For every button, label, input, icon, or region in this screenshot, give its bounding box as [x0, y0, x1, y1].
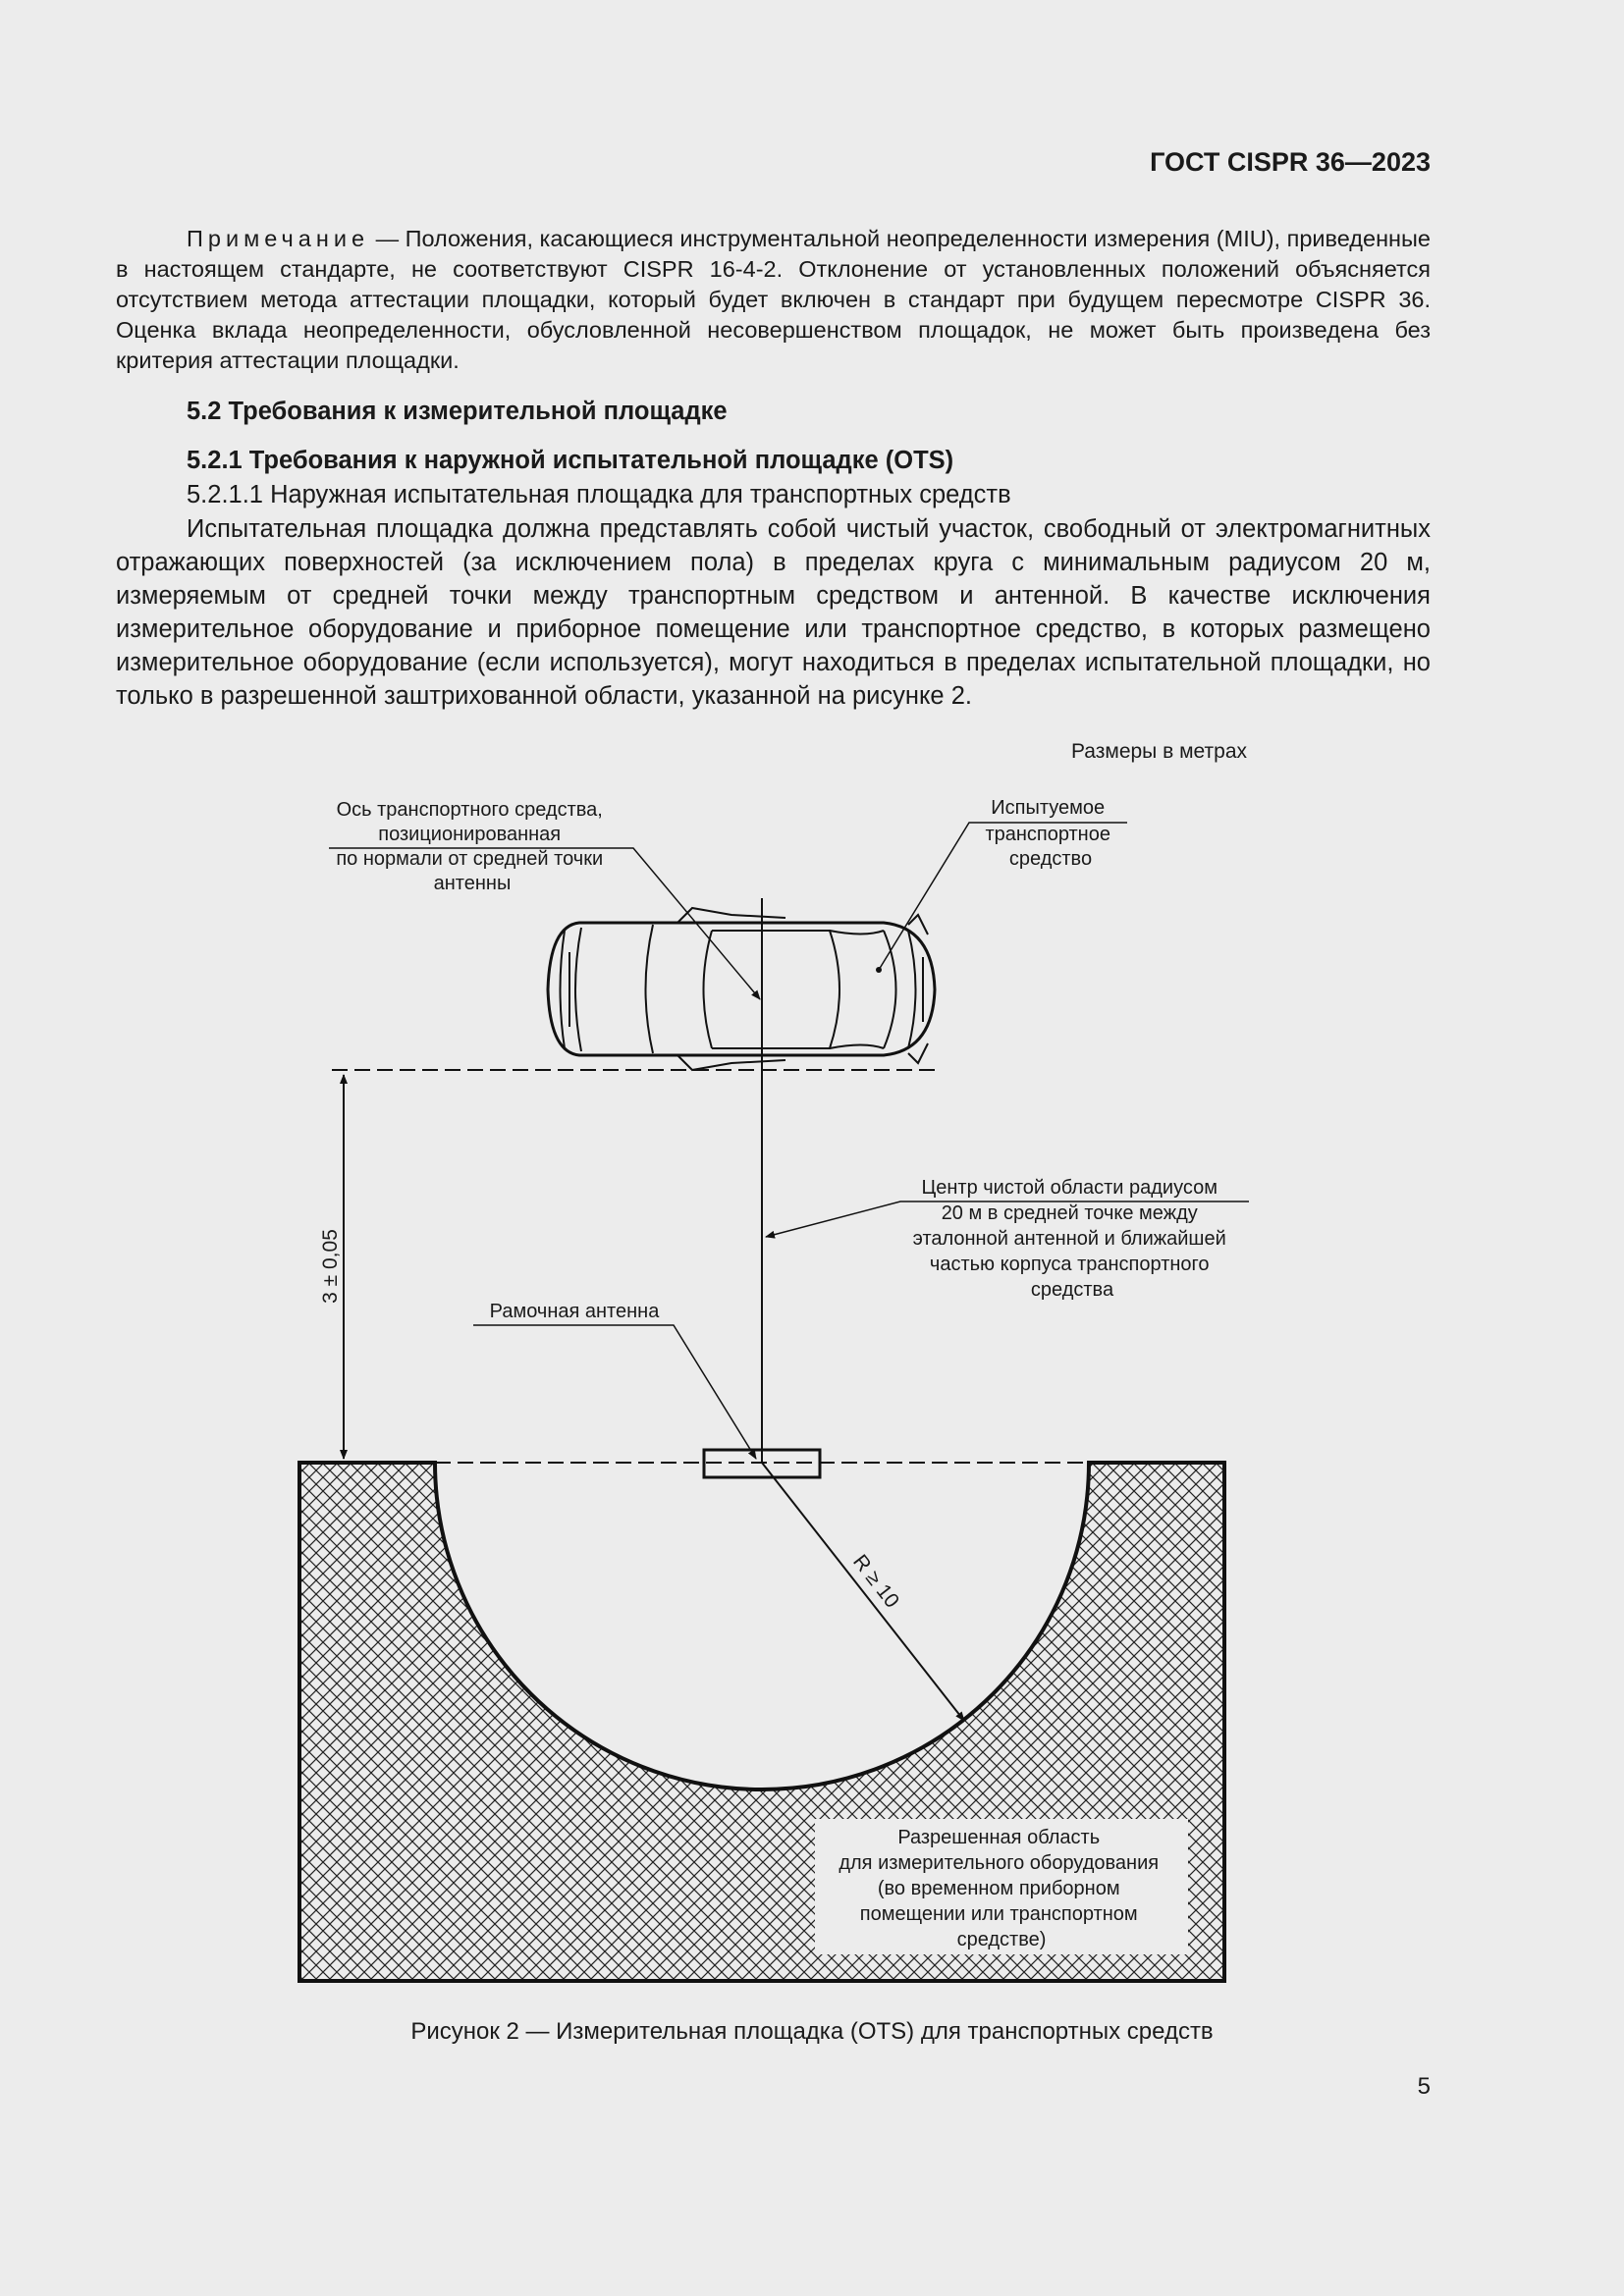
vehicle-top-view: [548, 908, 935, 1070]
section-5-2-1-heading: 5.2.1 Требования к наружной испытательной площадке (OTS): [187, 447, 954, 474]
units-note: Размеры в метрах: [1071, 740, 1247, 763]
allowed-area-label: Разрешенная область для измерительного оборудования (во временном приборном помещении или транспортном средстве): [839, 1827, 1160, 1950]
distance-dimension-label: 3 ± 0,05: [319, 1229, 342, 1304]
section-5-2-1-1-heading: 5.2.1.1 Наружная испытательная площадка для транспортных средств: [187, 481, 1011, 508]
vehicle-label-dot: [876, 967, 882, 973]
antenna-label: Рамочная антенна: [489, 1301, 660, 1322]
figure-caption: Рисунок 2 — Измерительная площадка (OTS) для транспортных средств: [410, 2018, 1214, 2045]
note-lead: Примечание: [187, 226, 370, 251]
axis-label: Ось транспортного средства, позиционированная по нормали от средней точки антенны: [336, 799, 604, 894]
radius-dimension-line: [762, 1463, 964, 1721]
antenna-label-leader: [473, 1325, 756, 1459]
body-paragraph: Испытательная площадка должна представлять собой чистый участок, свободный от электромагнитных отражающих поверхностей (за исключением пола) в пределах круга с минимальным радиусом 20 м, измеряемым от средней точки между транспортным средством и антенной. В качестве исключения измерительное оборудование и приборное помещение или транспортное средство, в которых размещено измерительное оборудование (если используется), могут находиться в пределах испытательной площадки, но только в разрешенной заштрихованной области, указанной на рисунке 2.: [116, 515, 1431, 710]
document-header: ГОСТ CISPR 36—2023: [1150, 147, 1431, 177]
page-number: 5: [1417, 2073, 1431, 2100]
radius-dimension-label: R ≥ 10: [848, 1550, 904, 1613]
section-5-2-heading: 5.2 Требования к измерительной площадке: [187, 398, 728, 425]
vehicle-label: Испытуемое транспортное средство: [985, 797, 1110, 870]
note-text: — Положения, касающиеся инструментальной неопределенности измерения (MIU), приведенные в настоящем стандарте, не соответствуют CISPR 16-4-2. Отклонение от установленных положений объясняется отсутствием метода аттестации площадки, который будет включен в стандарт при будущем пересмотре CISPR 36. Оценка вклада неопределенности, обусловленной несовершенством площадок, не может быть произведена без критерия аттестации площадки.: [116, 226, 1431, 373]
clear-area-center-label: Центр чистой области радиусом 20 м в средней точке между эталонной антенной и ближайшей частью корпуса транспортного средства: [912, 1177, 1226, 1301]
